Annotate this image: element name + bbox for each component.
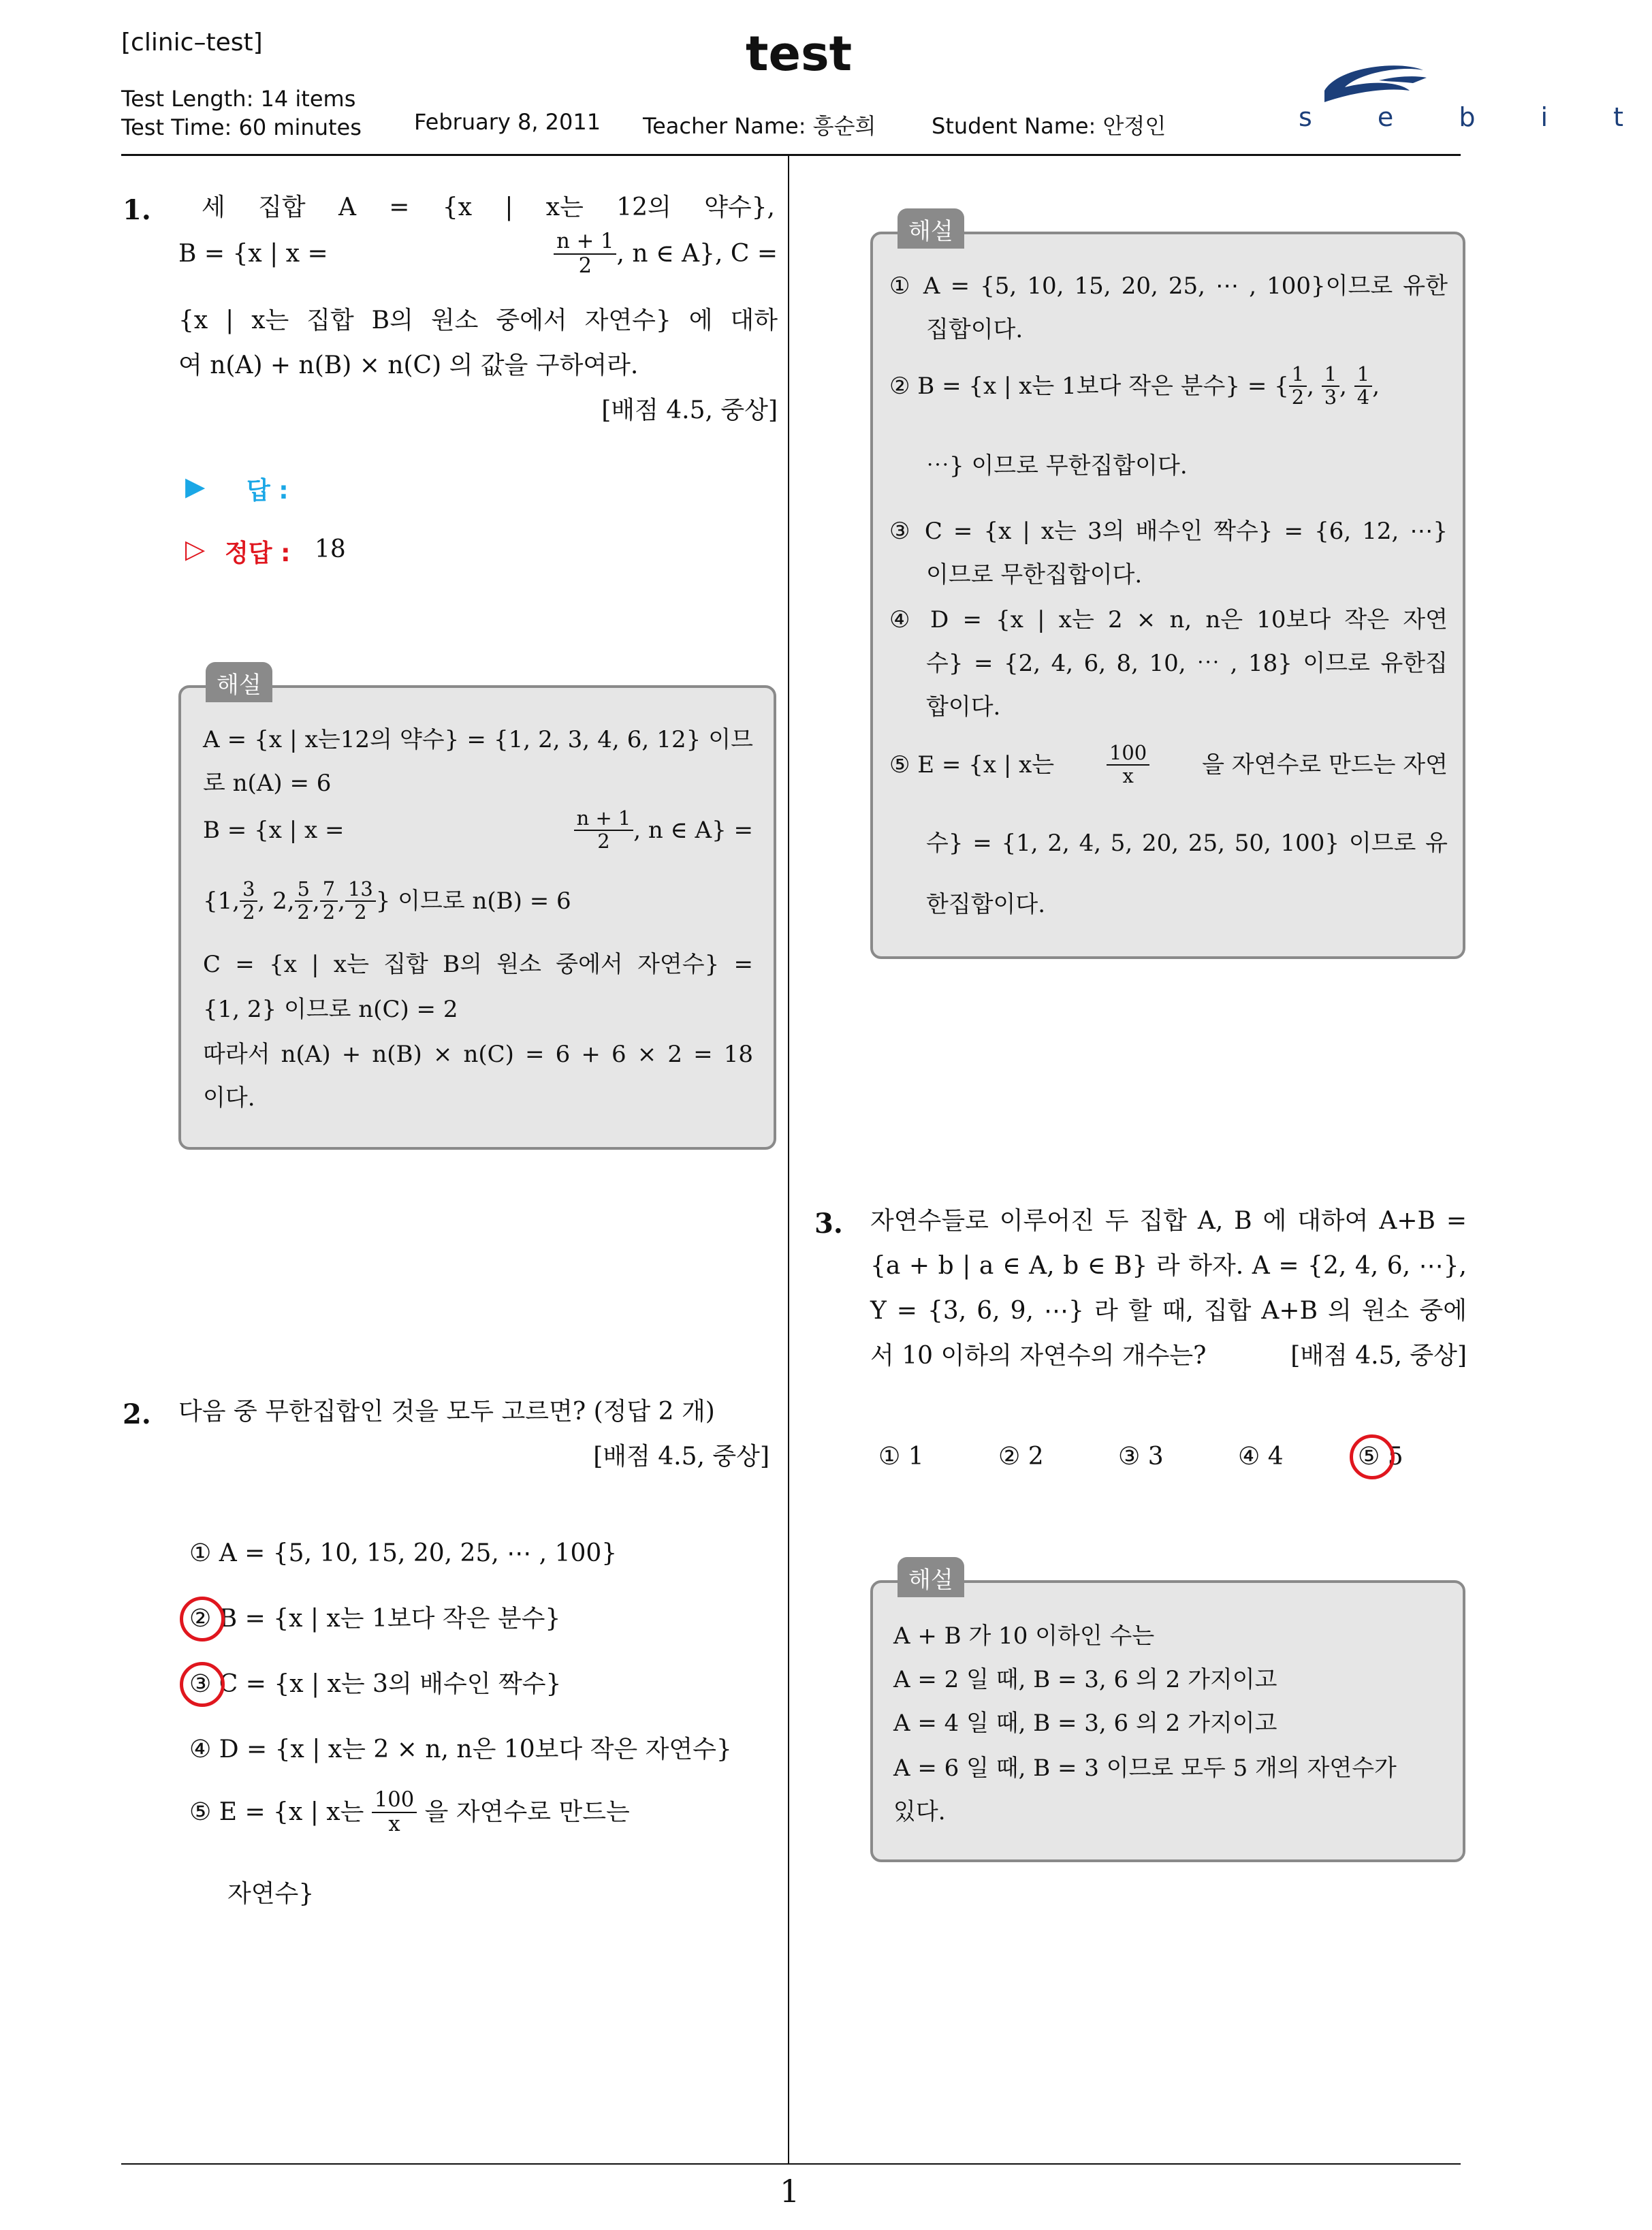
exp1-frac-den: 2	[597, 829, 610, 853]
q3-choice-4: ④ 4	[1238, 1443, 1284, 1471]
q2-option-5-cont: 자연수}	[227, 1880, 315, 1908]
q2-score: [배점 4.5, 중상]	[593, 1443, 769, 1471]
q1-set-c: , n ∈ A}, C =	[616, 239, 778, 268]
exp2-line-11: 수} = {1, 2, 4, 5, 20, 25, 50, 100} 이므로 유	[926, 830, 1448, 857]
exp1-line-2: 로 n(A) = 6	[203, 770, 332, 797]
q2-option-2: ② B = {x | x는 1보다 작은 분수}	[189, 1605, 561, 1633]
exp1-frac1-den: 2	[242, 900, 255, 924]
exp2-frac-den: x	[1122, 764, 1134, 787]
header-rule	[121, 154, 1461, 156]
selected-mark-choice-5	[1350, 1434, 1395, 1479]
correct-value: 18	[315, 535, 346, 563]
q3-line-4: 서 10 이하의 자연수의 개수는?	[870, 1342, 1207, 1370]
sebit-logo	[1297, 53, 1652, 138]
exp2-line-2: 집합이다.	[926, 316, 1023, 343]
correct-label: 정답 :	[225, 539, 291, 567]
exp3-line-1: A + B 가 10 이하인 수는	[893, 1622, 1155, 1650]
q2-option-1: ① A = {5, 10, 15, 20, 25, ⋯ , 100}	[189, 1539, 618, 1567]
exp2-set-b: ② B = {x | x는 1보다 작은 분수} = {	[889, 372, 1289, 400]
exp1-nb: } 이므로 n(B) = 6	[375, 887, 571, 915]
exp1-frac2-num: 5	[295, 879, 313, 902]
q2-option-5-rest: 을 자연수로 만드는	[424, 1797, 630, 1826]
q2-line-1: 다음 중 무한집합인 것을 모두 고르면? (정답 2 개)	[178, 1398, 715, 1426]
exp1-line-7: 따라서 n(A) + n(B) × n(C) = 6 + 6 × 2 = 18	[203, 1041, 753, 1068]
exp1-frac4-num: 13	[345, 879, 376, 902]
exp2-frac1-den: 2	[1291, 385, 1305, 409]
test-time: Test Time: 60 minutes	[121, 114, 362, 140]
q1-line-3: {x | x는 집합 B의 원소 중에서 자연수} 에 대하	[178, 307, 778, 334]
q1-frac-num: n + 1	[554, 230, 616, 255]
exp2-line-6: 이므로 무한집합이다.	[926, 561, 1143, 588]
exp1-line-4: {1, $\frac{3}{2}$ , 2, $\frac{5}{2}$ , $\frac{7}{2}$ , $\frac{13}{2}$ } 이므로 n(B) = 6	[203, 877, 571, 924]
exp2-line-5: ③ C = {x | x는 3의 배수인 짝수} = {6, 12, ⋯}	[889, 518, 1448, 545]
answer-arrow-icon: ▶	[185, 471, 206, 501]
exp2-set-e: ⑤ E = {x | x는	[889, 751, 1055, 779]
q1-line-2	[178, 230, 778, 277]
exp3-line-2: A = 2 일 때, B = 3, 6 의 2 가지이고	[893, 1666, 1277, 1693]
exp1-frac1-num: 3	[240, 879, 257, 902]
q2-option-4: ④ D = {x | x는 2 × n, n은 10보다 작은 자연수}	[189, 1736, 732, 1763]
q2-option-5-start: ⑤ E = {x | x는	[189, 1797, 364, 1826]
q1-line-1: 세 집합 A = {x | x는 12의 약수},	[202, 193, 775, 221]
correct-arrow-icon: ▷	[185, 534, 206, 564]
q3-choice-5: ⑤ 5	[1358, 1443, 1403, 1471]
exp2-line-12: 한집합이다.	[926, 891, 1046, 918]
exp1-set-b-rest: , n ∈ A} =	[633, 816, 753, 844]
exp1-line-8: 이다.	[203, 1084, 255, 1112]
explanation-tab-3: 해설	[898, 1557, 964, 1597]
q3-choice-1: ① 1	[878, 1443, 924, 1471]
exp2-line-1: ① A = {5, 10, 15, 20, 25, ⋯ , 100}이므로 유한	[889, 272, 1448, 300]
exp1-line-5: C = {x | x는 집합 B의 원소 중에서 자연수} =	[203, 951, 753, 978]
q2-option-5-num: 100	[372, 1789, 417, 1813]
q2-option-3: ③ C = {x | x는 3의 배수인 짝수}	[189, 1670, 562, 1698]
test-date: February 8, 2011	[414, 109, 601, 135]
q1-score: [배점 4.5, 중상]	[601, 396, 778, 424]
exp1-frac2-den: 2	[297, 900, 310, 924]
q1-number: 1.	[123, 194, 151, 226]
exp2-frac-num: 100	[1107, 742, 1149, 766]
column-divider	[788, 154, 789, 2163]
exp1-line-1: A = {x | x는12의 약수} = {1, 2, 3, 4, 6, 12} 이므	[203, 726, 753, 753]
test-tag: [clinic–test]	[121, 29, 263, 57]
footer-rule	[121, 2163, 1461, 2165]
exp1-set-two: , 2,	[257, 887, 295, 915]
exp1-frac3-den: 2	[322, 900, 336, 924]
student-name: Student Name: 안정인	[932, 113, 1166, 139]
q1-set-b: B = {x | x =	[178, 239, 328, 268]
exp3-line-3: A = 4 일 때, B = 3, 6 의 2 가지이고	[893, 1710, 1277, 1737]
q3-choice-3: ③ 3	[1118, 1443, 1164, 1471]
exp1-line-3	[203, 808, 753, 853]
q1-frac-den: 2	[578, 253, 592, 278]
exp1-frac-num: n + 1	[574, 808, 634, 831]
exp2-frac3-num: 1	[1354, 364, 1372, 387]
exp2-set-e-rest: 을 자연수로 만드는 자연	[1202, 751, 1448, 779]
exp2-frac2-den: 3	[1324, 385, 1337, 409]
answer-label: 답 :	[247, 477, 289, 505]
explanation-tab-2: 해설	[898, 208, 964, 249]
test-length: Test Length: 14 items	[121, 86, 356, 112]
exp2-line-10	[889, 742, 1448, 787]
explanation-tab-1: 해설	[206, 662, 272, 702]
exp3-line-5: 있다.	[893, 1798, 946, 1825]
exp2-line-7: ④ D = {x | x는 2 × n, n은 10보다 작은 자연	[889, 606, 1448, 633]
exp2-line-9: 합이다.	[926, 693, 1001, 721]
q3-line-3: Y = {3, 6, 9, ⋯} 라 할 때, 집합 A+B 의 원소 중에	[870, 1297, 1467, 1325]
exp2-line-8: 수} = {2, 4, 6, 8, 10, ⋯ , 18} 이므로 유한집	[926, 650, 1448, 677]
exp3-line-4: A = 6 일 때, B = 3 이므로 모두 5 개의 자연수가	[893, 1755, 1397, 1782]
q3-score: [배점 4.5, 중상]	[1290, 1342, 1467, 1370]
page-number: 1	[780, 2173, 800, 2210]
exp1-line-6: {1, 2} 이므로 n(C) = 2	[203, 996, 458, 1023]
exp2-frac2-num: 1	[1322, 364, 1339, 387]
exp1-frac3-num: 7	[320, 879, 338, 902]
exp2-frac3-den: 4	[1356, 385, 1370, 409]
selected-mark-option-2	[180, 1597, 225, 1642]
q3-line-1: 자연수들로 이루어진 두 집합 A, B 에 대하여 A+B =	[870, 1207, 1467, 1235]
q3-number: 3.	[814, 1208, 843, 1240]
q2-option-5	[189, 1789, 630, 1836]
q3-choice-2: ② 2	[998, 1443, 1044, 1471]
exp2-line-4: ⋯} 이므로 무한집합이다.	[926, 452, 1188, 480]
page-title: test	[746, 26, 853, 82]
exp2-line-3: ② B = {x | x는 1보다 작은 분수} = { $\frac{1}{2}$ , $\frac{1}{3}$ , $\frac{1}{4}$ ,	[889, 362, 1380, 409]
exp1-set-start: {1,	[203, 887, 240, 915]
q2-option-5-den: x	[388, 1812, 400, 1836]
exp1-frac4-den: 2	[354, 900, 367, 924]
exp2-frac1-num: 1	[1289, 364, 1307, 387]
exp1-set-b: B = {x | x =	[203, 816, 345, 844]
q3-line-2: {a + b | a ∈ A, b ∈ B} 라 하자. A = {2, 4, 6, ⋯},	[870, 1252, 1467, 1280]
selected-mark-option-3	[180, 1662, 225, 1707]
q1-line-4: 여 n(A) + n(B) × n(C) 의 값을 구하여라.	[178, 351, 639, 379]
logo-text: s e b i t	[1299, 102, 1652, 132]
q2-number: 2.	[123, 1398, 151, 1430]
teacher-name: Teacher Name: 흥순희	[643, 113, 876, 139]
